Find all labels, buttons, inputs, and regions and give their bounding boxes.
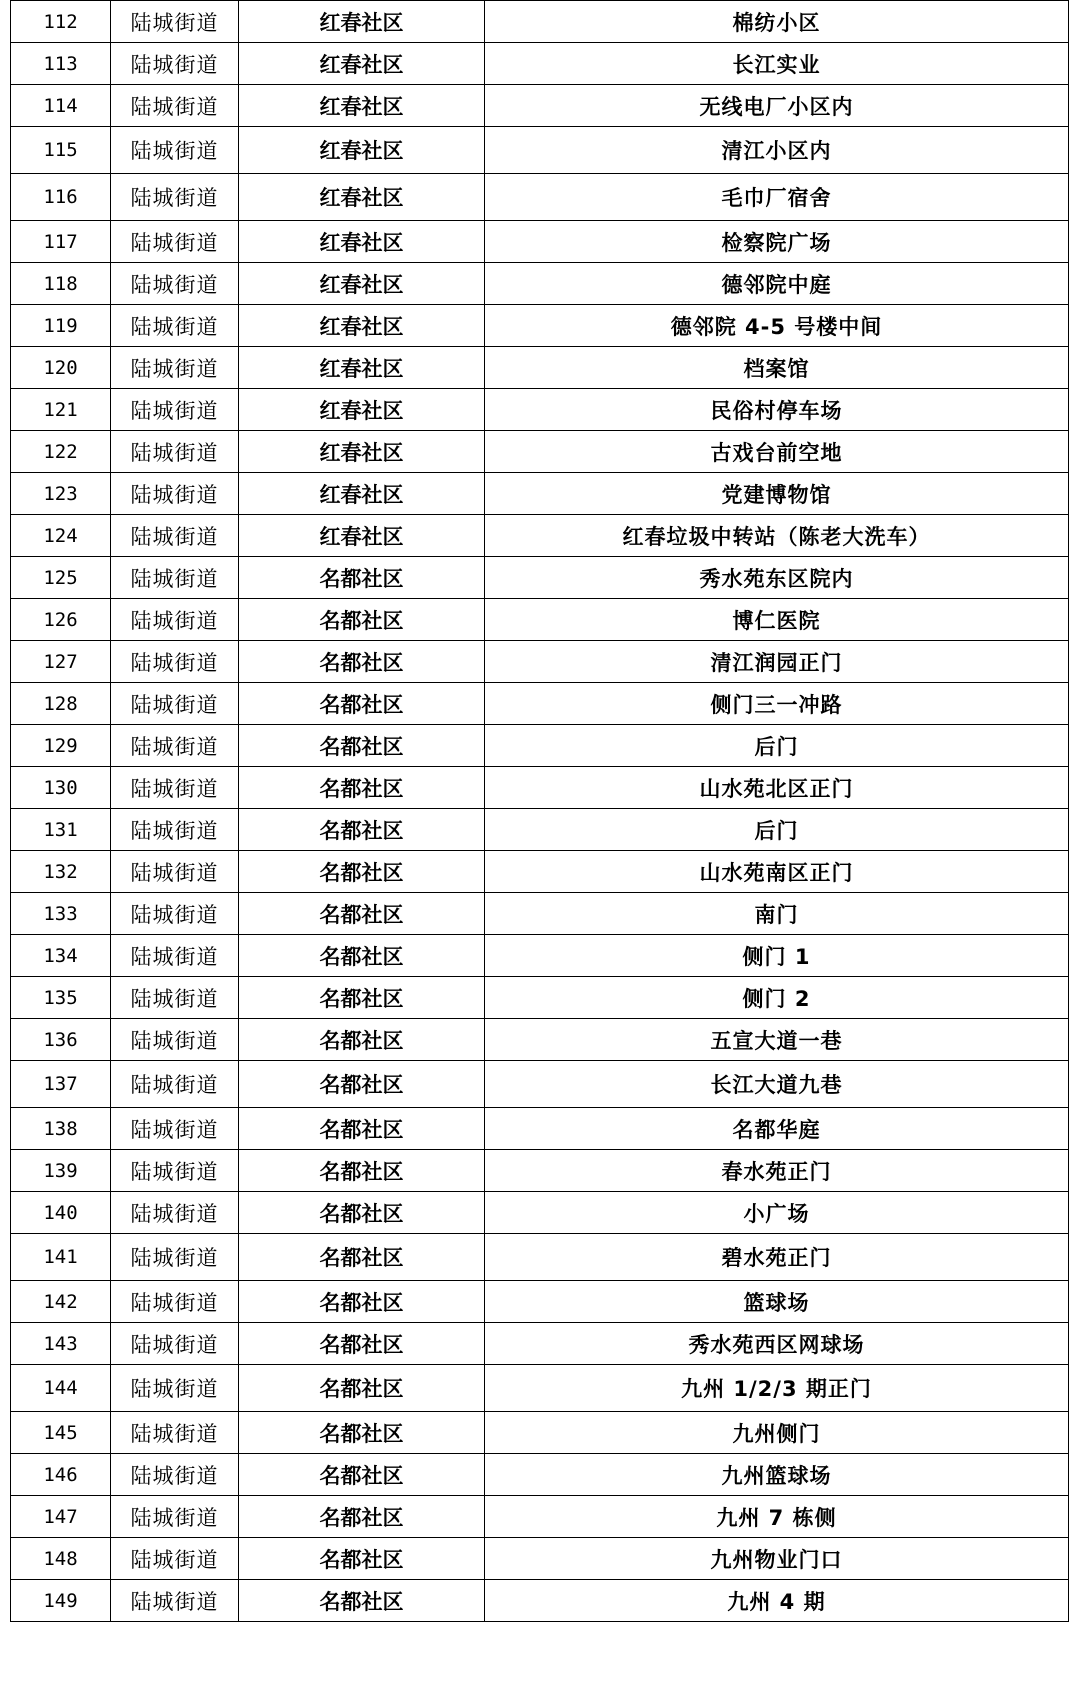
street-cell: 陆城街道: [111, 473, 239, 515]
table-row: [11, 1580, 1069, 1622]
community-cell: 名都社区: [239, 725, 485, 767]
table-row: [11, 1496, 1069, 1538]
row-number-cell: 119: [11, 305, 111, 347]
street-cell: 陆城街道: [111, 1323, 239, 1365]
table-row: [11, 935, 1069, 977]
place-cell: 碧水苑正门: [485, 1234, 1069, 1281]
community-cell: 名都社区: [239, 1365, 485, 1412]
table-row: [11, 1150, 1069, 1192]
community-cell: 名都社区: [239, 1454, 485, 1496]
community-cell: 名都社区: [239, 851, 485, 893]
street-cell: 陆城街道: [111, 1496, 239, 1538]
street-cell: 陆城街道: [111, 1061, 239, 1108]
place-cell: 名都华庭: [485, 1108, 1069, 1150]
row-number-cell: 127: [11, 641, 111, 683]
place-cell: 九州 4 期: [485, 1580, 1069, 1622]
table-row: [11, 1454, 1069, 1496]
community-cell: 红春社区: [239, 263, 485, 305]
community-cell: 名都社区: [239, 557, 485, 599]
place-cell: 长江大道九巷: [485, 1061, 1069, 1108]
records-table: [10, 0, 1069, 1622]
community-cell: 红春社区: [239, 473, 485, 515]
table-row: [11, 683, 1069, 725]
row-number-cell: 149: [11, 1580, 111, 1622]
street-cell: 陆城街道: [111, 347, 239, 389]
community-cell: 名都社区: [239, 1538, 485, 1580]
community-cell: 红春社区: [239, 43, 485, 85]
place-cell: 五宣大道一巷: [485, 1019, 1069, 1061]
row-number-cell: 129: [11, 725, 111, 767]
row-number-cell: 125: [11, 557, 111, 599]
table-row: [11, 127, 1069, 174]
street-cell: 陆城街道: [111, 263, 239, 305]
street-cell: 陆城街道: [111, 851, 239, 893]
row-number-cell: 112: [11, 1, 111, 43]
table-row: [11, 809, 1069, 851]
row-number-cell: 124: [11, 515, 111, 557]
table-row: [11, 1061, 1069, 1108]
row-number-cell: 140: [11, 1192, 111, 1234]
community-cell: 名都社区: [239, 767, 485, 809]
place-cell: 九州 1/2/3 期正门: [485, 1365, 1069, 1412]
place-cell: 侧门 2: [485, 977, 1069, 1019]
street-cell: 陆城街道: [111, 1454, 239, 1496]
table-row: [11, 389, 1069, 431]
street-cell: 陆城街道: [111, 1192, 239, 1234]
place-cell: 篮球场: [485, 1281, 1069, 1323]
records-sheet: [10, 0, 1068, 1622]
row-number-cell: 147: [11, 1496, 111, 1538]
place-cell: 小广场: [485, 1192, 1069, 1234]
street-cell: 陆城街道: [111, 641, 239, 683]
community-cell: 名都社区: [239, 1281, 485, 1323]
row-number-cell: 148: [11, 1538, 111, 1580]
street-cell: 陆城街道: [111, 1234, 239, 1281]
row-number-cell: 136: [11, 1019, 111, 1061]
place-cell: 德邻院中庭: [485, 263, 1069, 305]
street-cell: 陆城街道: [111, 1538, 239, 1580]
community-cell: 红春社区: [239, 389, 485, 431]
table-row: [11, 347, 1069, 389]
place-cell: 党建博物馆: [485, 473, 1069, 515]
row-number-cell: 117: [11, 221, 111, 263]
place-cell: 博仁医院: [485, 599, 1069, 641]
place-cell: 红春垃圾中转站（陈老大洗车）: [485, 515, 1069, 557]
table-row: [11, 1108, 1069, 1150]
street-cell: 陆城街道: [111, 43, 239, 85]
table-row: [11, 851, 1069, 893]
row-number-cell: 143: [11, 1323, 111, 1365]
table-row: [11, 599, 1069, 641]
street-cell: 陆城街道: [111, 767, 239, 809]
table-row: [11, 431, 1069, 473]
table-row: [11, 641, 1069, 683]
row-number-cell: 126: [11, 599, 111, 641]
street-cell: 陆城街道: [111, 85, 239, 127]
row-number-cell: 146: [11, 1454, 111, 1496]
street-cell: 陆城街道: [111, 683, 239, 725]
row-number-cell: 142: [11, 1281, 111, 1323]
community-cell: 名都社区: [239, 1323, 485, 1365]
place-cell: 山水苑南区正门: [485, 851, 1069, 893]
table-row: [11, 1234, 1069, 1281]
table-row: [11, 1, 1069, 43]
community-cell: 名都社区: [239, 683, 485, 725]
community-cell: 名都社区: [239, 1061, 485, 1108]
street-cell: 陆城街道: [111, 305, 239, 347]
street-cell: 陆城街道: [111, 1, 239, 43]
table-row: [11, 174, 1069, 221]
community-cell: 红春社区: [239, 221, 485, 263]
place-cell: 古戏台前空地: [485, 431, 1069, 473]
place-cell: 棉纺小区: [485, 1, 1069, 43]
place-cell: 秀水苑西区网球场: [485, 1323, 1069, 1365]
table-row: [11, 1365, 1069, 1412]
row-number-cell: 122: [11, 431, 111, 473]
community-cell: 名都社区: [239, 1496, 485, 1538]
community-cell: 名都社区: [239, 1580, 485, 1622]
community-cell: 红春社区: [239, 1, 485, 43]
community-cell: 名都社区: [239, 893, 485, 935]
table-row: [11, 515, 1069, 557]
street-cell: 陆城街道: [111, 515, 239, 557]
row-number-cell: 128: [11, 683, 111, 725]
row-number-cell: 141: [11, 1234, 111, 1281]
community-cell: 红春社区: [239, 431, 485, 473]
street-cell: 陆城街道: [111, 977, 239, 1019]
place-cell: 长江实业: [485, 43, 1069, 85]
street-cell: 陆城街道: [111, 174, 239, 221]
street-cell: 陆城街道: [111, 1365, 239, 1412]
table-row: [11, 1281, 1069, 1323]
row-number-cell: 132: [11, 851, 111, 893]
row-number-cell: 115: [11, 127, 111, 174]
street-cell: 陆城街道: [111, 1412, 239, 1454]
street-cell: 陆城街道: [111, 725, 239, 767]
place-cell: 清江小区内: [485, 127, 1069, 174]
community-cell: 名都社区: [239, 1150, 485, 1192]
row-number-cell: 139: [11, 1150, 111, 1192]
place-cell: 后门: [485, 809, 1069, 851]
row-number-cell: 121: [11, 389, 111, 431]
community-cell: 名都社区: [239, 809, 485, 851]
table-row: [11, 85, 1069, 127]
records-table-body: [11, 1, 1069, 1622]
row-number-cell: 145: [11, 1412, 111, 1454]
street-cell: 陆城街道: [111, 389, 239, 431]
street-cell: 陆城街道: [111, 127, 239, 174]
table-row: [11, 977, 1069, 1019]
table-row: [11, 1019, 1069, 1061]
place-cell: 南门: [485, 893, 1069, 935]
row-number-cell: 131: [11, 809, 111, 851]
place-cell: 后门: [485, 725, 1069, 767]
place-cell: 德邻院 4-5 号楼中间: [485, 305, 1069, 347]
street-cell: 陆城街道: [111, 221, 239, 263]
street-cell: 陆城街道: [111, 809, 239, 851]
row-number-cell: 138: [11, 1108, 111, 1150]
place-cell: 九州侧门: [485, 1412, 1069, 1454]
place-cell: 清江润园正门: [485, 641, 1069, 683]
place-cell: 九州 7 栋侧: [485, 1496, 1069, 1538]
community-cell: 名都社区: [239, 1108, 485, 1150]
community-cell: 名都社区: [239, 935, 485, 977]
community-cell: 红春社区: [239, 347, 485, 389]
row-number-cell: 113: [11, 43, 111, 85]
table-row: [11, 263, 1069, 305]
table-row: [11, 1192, 1069, 1234]
street-cell: 陆城街道: [111, 599, 239, 641]
street-cell: 陆城街道: [111, 1150, 239, 1192]
row-number-cell: 133: [11, 893, 111, 935]
community-cell: 红春社区: [239, 305, 485, 347]
community-cell: 名都社区: [239, 1019, 485, 1061]
community-cell: 名都社区: [239, 1192, 485, 1234]
street-cell: 陆城街道: [111, 893, 239, 935]
community-cell: 红春社区: [239, 127, 485, 174]
row-number-cell: 135: [11, 977, 111, 1019]
community-cell: 名都社区: [239, 641, 485, 683]
community-cell: 名都社区: [239, 1412, 485, 1454]
street-cell: 陆城街道: [111, 1019, 239, 1061]
community-cell: 名都社区: [239, 599, 485, 641]
row-number-cell: 114: [11, 85, 111, 127]
place-cell: 档案馆: [485, 347, 1069, 389]
community-cell: 名都社区: [239, 977, 485, 1019]
place-cell: 毛巾厂宿舍: [485, 174, 1069, 221]
street-cell: 陆城街道: [111, 1580, 239, 1622]
place-cell: 秀水苑东区院内: [485, 557, 1069, 599]
street-cell: 陆城街道: [111, 557, 239, 599]
place-cell: 民俗村停车场: [485, 389, 1069, 431]
table-row: [11, 1412, 1069, 1454]
row-number-cell: 120: [11, 347, 111, 389]
table-row: [11, 1323, 1069, 1365]
place-cell: 侧门 1: [485, 935, 1069, 977]
row-number-cell: 118: [11, 263, 111, 305]
row-number-cell: 144: [11, 1365, 111, 1412]
table-row: [11, 43, 1069, 85]
row-number-cell: 123: [11, 473, 111, 515]
community-cell: 红春社区: [239, 515, 485, 557]
table-row: [11, 557, 1069, 599]
row-number-cell: 134: [11, 935, 111, 977]
row-number-cell: 130: [11, 767, 111, 809]
table-row: [11, 1538, 1069, 1580]
table-row: [11, 305, 1069, 347]
place-cell: 侧门三一冲路: [485, 683, 1069, 725]
row-number-cell: 137: [11, 1061, 111, 1108]
community-cell: 名都社区: [239, 1234, 485, 1281]
place-cell: 检察院广场: [485, 221, 1069, 263]
street-cell: 陆城街道: [111, 1281, 239, 1323]
table-row: [11, 725, 1069, 767]
table-row: [11, 473, 1069, 515]
row-number-cell: 116: [11, 174, 111, 221]
table-row: [11, 221, 1069, 263]
place-cell: 无线电厂小区内: [485, 85, 1069, 127]
table-row: [11, 767, 1069, 809]
table-row: [11, 893, 1069, 935]
street-cell: 陆城街道: [111, 935, 239, 977]
street-cell: 陆城街道: [111, 1108, 239, 1150]
community-cell: 红春社区: [239, 85, 485, 127]
community-cell: 红春社区: [239, 174, 485, 221]
place-cell: 春水苑正门: [485, 1150, 1069, 1192]
place-cell: 九州物业门口: [485, 1538, 1069, 1580]
place-cell: 山水苑北区正门: [485, 767, 1069, 809]
street-cell: 陆城街道: [111, 431, 239, 473]
place-cell: 九州篮球场: [485, 1454, 1069, 1496]
